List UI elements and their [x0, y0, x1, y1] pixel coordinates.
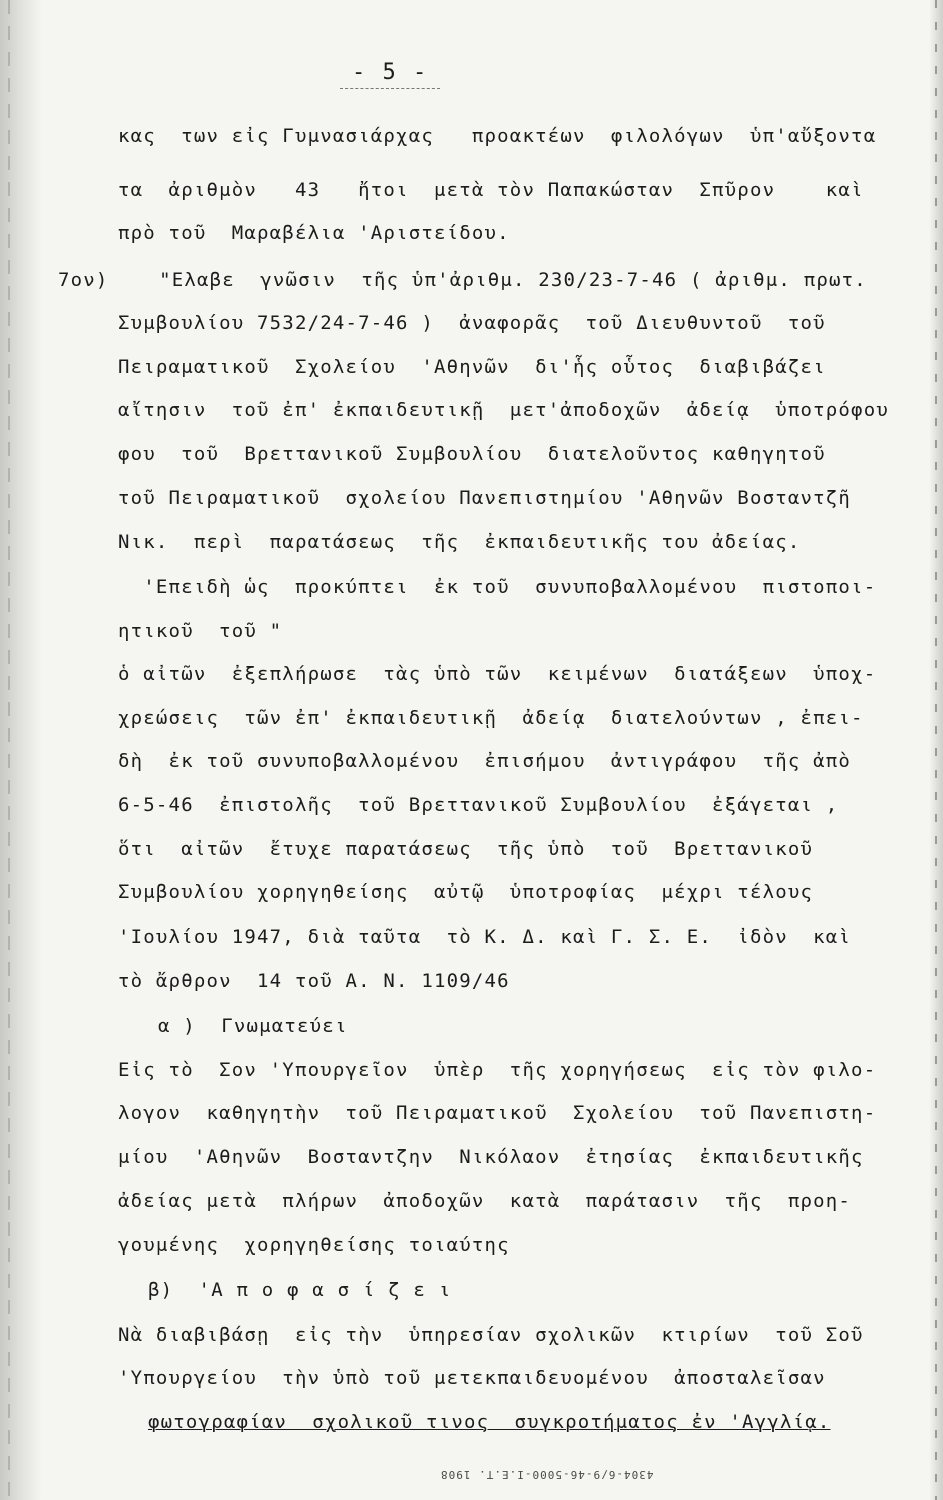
text-line-16: 6-5-46 ἐπιστολῆς τοῦ Βρεττανικοῦ Συμβουλίου ἐξάγεται ,	[118, 794, 839, 816]
text-line-23: λογον καθηγητὴν τοῦ Πειραματικοῦ Σχολείου τοῦ Πανεπιστη-	[118, 1102, 877, 1124]
text-line-19: 'Ιουλίου 1947, διὰ ταῦτα τὸ Κ. Δ. καὶ Γ. Σ. Ε. ἰδὸν καὶ	[118, 926, 852, 948]
footer-print-code: 4304-6/9-46-5000-Ι.Ε.Τ. 1908	[440, 1468, 654, 1481]
text-line-30: φωτογραφίαν σχολικοῦ τινος συγκροτήματος ἐν 'Αγγλίᾳ.	[148, 1411, 831, 1433]
text-line-24: μίου 'Αθηνῶν Βοσταντζην Νικόλαον ἐτησίας ἐκπαιδευτικῆς	[118, 1146, 864, 1168]
binding-holes	[8, 0, 10, 1500]
text-line-1: κας των εἰς Γυμνασιάρχας προακτέων φιλολόγων ὑπ'αὔξοντα	[118, 125, 877, 147]
text-line-28: Νὰ διαβιβάσῃ εἰς τὴν ὑπηρεσίαν σχολικῶν κτιρίων τοῦ Σοῦ	[118, 1324, 864, 1346]
page-number-rule	[340, 88, 440, 89]
text-line-18: Συμβουλίου χορηγηθείσης αὐτῷ ὑποτροφίας μέχρι τέλους	[118, 881, 814, 903]
text-line-3: πρὸ τοῦ Μαραβέλια 'Αριστείδου.	[118, 222, 510, 244]
text-line-5: Συμβουλίου 7532/24-7-46 ) ἀναφορᾶς τοῦ Διευθυντοῦ τοῦ	[118, 312, 826, 334]
text-line-17: ὅτι αἰτῶν ἔτυχε παρατάσεως τῆς ὑπὸ τοῦ Βρεττανικοῦ	[118, 838, 814, 860]
text-line-8: φου τοῦ Βρεττανικοῦ Συμβουλίου διατελοῦντος καθηγητοῦ	[118, 443, 826, 465]
text-line-4: 7ον) "Ελαβε γνῶσιν τῆς ὑπ'ἀριθμ. 230/23-7-46 ( ἀριθμ. πρωτ.	[58, 269, 867, 291]
page-number: - 5 -	[352, 60, 429, 85]
right-margin-marks	[935, 0, 937, 1500]
text-line-6: Πειραματικοῦ Σχολείου 'Αθηνῶν δι'ἧς οὗτος διαβιβάζει	[118, 356, 826, 378]
text-line-14: χρεώσεις τῶν ἐπ' ἐκπαιδευτικῇ ἀδείᾳ διατελούντων , ἐπει-	[118, 707, 864, 729]
text-line-15: δὴ ἐκ τοῦ συνυποβαλλομένου ἐπισήμου ἀντιγράφου τῆς ἀπὸ	[118, 750, 852, 772]
text-line-10: Νικ. περὶ παρατάσεως τῆς ἐκπαιδευτικῆς του ἀδείας.	[118, 531, 801, 553]
text-line-26: γουμένης χορηγηθείσης τοιαύτης	[118, 1234, 510, 1256]
text-line-2: τα ἀριθμὸν 43 ἤτοι μετὰ τὸν Παπακώσταν Σπῦρον καὶ	[118, 179, 864, 201]
text-line-13: ὁ αἰτῶν ἐξεπλήρωσε τὰς ὑπὸ τῶν κειμένων διατάξεων ὑποχ-	[118, 663, 877, 685]
text-line-29: 'Υπουργείου τὴν ὑπὸ τοῦ μετεκπαιδευομένου ἀποσταλεῖσαν	[118, 1367, 826, 1389]
text-line-7: αἴτησιν τοῦ ἐπ' ἐκπαιδευτικῇ μετ'ἀποδοχῶν ἀδείᾳ ὑποτρόφου	[118, 399, 889, 421]
text-line-12: ητικοῦ τοῦ "	[118, 620, 283, 642]
text-line-25: ἀδείας μετὰ πλήρων ἀποδοχῶν κατὰ παράτασιν τῆς προη-	[118, 1190, 852, 1212]
text-line-9: τοῦ Πειραματικοῦ σχολείου Πανεπιστημίου 'Αθηνῶν Βοσταντζῆ	[118, 487, 852, 509]
text-line-27: β) 'Α π ο φ α σ ί ζ ε ι	[148, 1279, 452, 1301]
text-line-20: τὸ ἄρθρον 14 τοῦ Α. Ν. 1109/46	[118, 970, 510, 992]
text-line-21: α ) Γνωματεύει	[158, 1015, 348, 1037]
text-line-11: 'Επειδὴ ὡς προκύπτει ἐκ τοῦ συνυποβαλλομένου πιστοποι-	[118, 576, 877, 598]
page-binding-edge	[0, 0, 42, 1500]
text-line-22: Εἰς τὸ Σον 'Υπουργεῖον ὑπὲρ τῆς χορηγήσεως εἰς τὸν φιλο-	[118, 1059, 877, 1081]
